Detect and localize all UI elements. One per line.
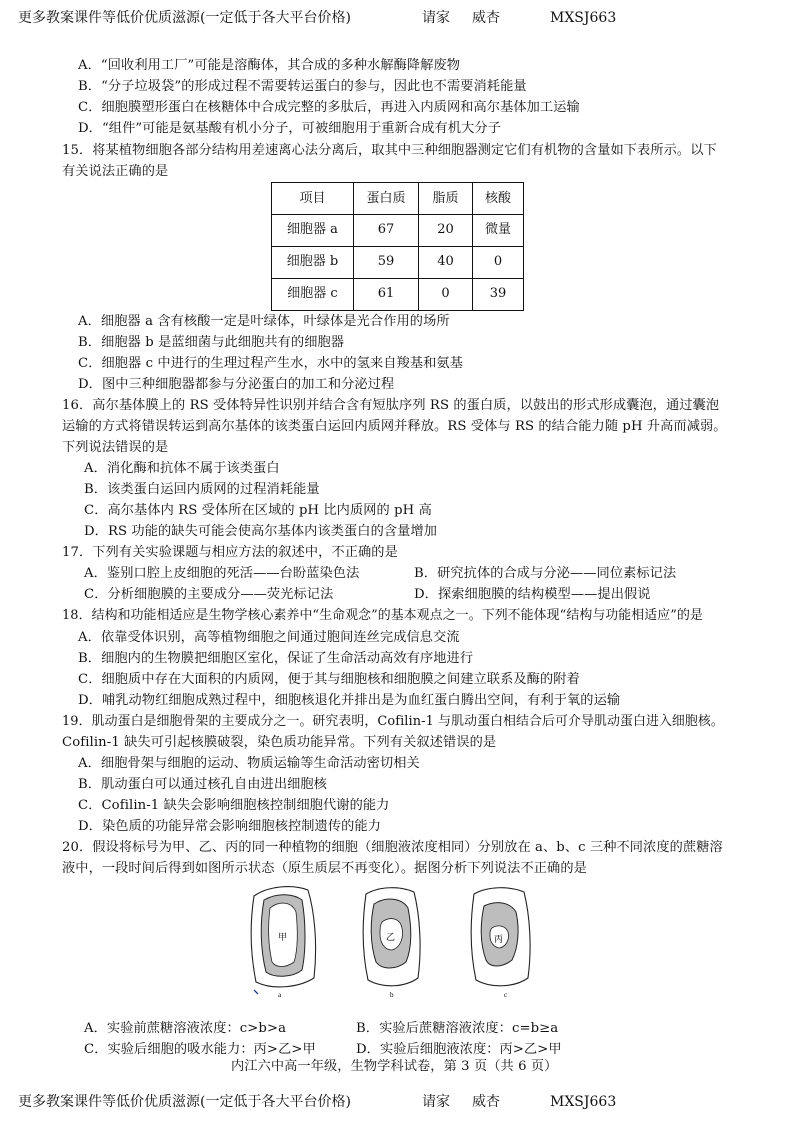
table-cell: 细胞器 c: [287, 286, 338, 301]
q19-option-c: C．Cofilin-1 缺失会影响细胞核控制细胞代谢的能力: [78, 798, 390, 813]
cell-yi: [363, 888, 420, 999]
table-cell: 61: [377, 286, 395, 301]
q16-stem-line1: 16．高尔基体膜上的 RS 受体特异性识别并结合含有短肽序列 RS 的蛋白质，以鼓出的形式形成囊泡，通过囊泡: [62, 398, 720, 413]
table-rule: [271, 214, 523, 215]
q19-option-a: A．细胞骨架与细胞的运动、物质运输等生命活动密切相关: [78, 756, 420, 771]
q14-option-a: A．“回收利用工厂”可能是溶酶体，其合成的多种水解酶降解废物: [78, 58, 461, 73]
q18-option-a: A．依靠受体识别，高等植物细胞之间通过胞间连丝完成信息交流: [78, 630, 460, 645]
table-cell: 细胞器 a: [287, 222, 338, 237]
cell-jia: [251, 887, 315, 999]
q15-stem-line1: 15．将某植物细胞各部分结构用差速离心法分离后，取其中三种细胞器测定它们有机物的含量如下表所示。以下: [62, 143, 717, 158]
q17-option-d: D．探索细胞膜的结构模型——提出假说: [414, 587, 651, 602]
q20-option-a: A．实验前蔗糖溶液浓度：c>b>a: [84, 1021, 287, 1036]
q16-option-c: C．高尔基体内 RS 受体所在区域的 pH 比内质网的 pH 高: [84, 503, 432, 518]
header-invite: 请家: [422, 10, 450, 26]
cell-caption-a: a: [278, 991, 282, 999]
q16-option-b: B．该类蛋白运回内质网的过程消耗能量: [84, 482, 320, 497]
table-rule: [271, 278, 523, 279]
table-header: 脂质: [432, 191, 459, 206]
q16-option-d: D．RS 功能的缺失可能会使高尔基体内该类蛋白的含量增加: [84, 524, 438, 539]
table-cell: 39: [489, 286, 507, 301]
q17-option-b: B．研究抗体的合成与分泌——同位素标记法: [414, 566, 677, 581]
q15-option-d: D．图中三种细胞器都参与分泌蛋白的加工和分泌过程: [78, 377, 395, 392]
q17-option-a: A．鉴别口腔上皮细胞的死活——台盼蓝染色法: [84, 566, 360, 581]
q17-stem: 17．下列有关实验课题与相应方法的叙述中，不正确的是: [62, 545, 398, 560]
table-cell: 0: [493, 254, 503, 269]
footer-promo: 更多教案课件等低价优质滋源(一定低于各大平台价格): [18, 1094, 351, 1110]
footer-code: MXSJ663: [550, 1094, 617, 1110]
q19-option-d: D．染色质的功能异常会影响细胞核控制遗传的能力: [78, 819, 381, 834]
footer-invite: 请家: [422, 1094, 450, 1110]
q19-stem-line1: 19．肌动蛋白是细胞骨架的主要成分之一。研究表明，Cofilin-1 与肌动蛋白相结合后可介导肌动蛋白进入细胞核。: [62, 714, 724, 729]
header-name: 威杏: [472, 10, 500, 26]
q14-option-b: B．“分子垃圾袋”的形成过程不需要转运蛋白的参与，因此也不需要消耗能量: [78, 79, 527, 94]
q19-stem-line2: Cofilin-1 缺失可引起核膜破裂，染色质功能异常。下列有关叙述错误的是: [62, 735, 497, 750]
q17-option-c: C．分析细胞膜的主要成分——荧光标记法: [84, 587, 334, 602]
q16-option-a: A．消化酶和抗体不属于该类蛋白: [84, 461, 280, 476]
q15-option-c: C．细胞器 c 中进行的生理过程产生水，水中的氢来自羧基和氨基: [78, 356, 464, 371]
q14-option-c: C．细胞膜塑形蛋白在核糖体中合成完整的多肽后，再进入内质网和高尔基体加工运输: [78, 100, 580, 115]
q15-option-a: A．细胞器 a 含有核酸一定是叶绿体，叶绿体是光合作用的场所: [78, 314, 450, 329]
table-cell: 59: [377, 254, 395, 269]
cell-label-bing: 丙: [494, 934, 504, 944]
table-cell: 0: [441, 286, 450, 301]
footer-name: 威杏: [472, 1094, 500, 1110]
q15-stem-line2: 有关说法正确的是: [62, 164, 169, 179]
q14-option-d: D．“组件”可能是氨基酸有机小分子，可被细胞用于重新合成有机大分子: [78, 121, 501, 136]
cell-bing: [471, 888, 530, 999]
table-cell: 微量: [484, 222, 511, 237]
q18-option-b: B．细胞内的生物膜把细胞区室化，保证了生命活动高效有序地进行: [78, 651, 474, 666]
table-cell: 40: [437, 254, 454, 269]
table-rule: [271, 246, 523, 247]
table-header: 核酸: [484, 191, 511, 206]
q16-stem-line2: 运输的方式将错误转运到高尔基体的该类蛋白运回内质网并释放。RS 受体与 RS 的结合能力随 pH 升高而减弱。: [62, 419, 727, 434]
q16-stem-line3: 下列说法错误的是: [62, 440, 169, 455]
cell-caption-b: b: [390, 991, 394, 999]
q18-option-c: C．细胞质中存在大面积的内质网，便于其与细胞核和细胞膜之间建立联系及酶的附着: [78, 672, 580, 687]
q20-stem-line2: 液中，一段时间后得到如图所示状态（原生质层不再变化）。据图分析下列说法不正确的是: [62, 861, 587, 876]
cell-label-jia: 甲: [278, 932, 288, 942]
table-cell: 67: [377, 222, 395, 237]
header-code: MXSJ663: [550, 10, 617, 26]
header-promo: 更多教案课件等低价优质滋源(一定低于各大平台价格): [18, 10, 351, 26]
q15-option-b: B．细胞器 b 是蓝细菌与此细胞共有的细胞器: [78, 335, 345, 350]
q20-option-d: D．实验后细胞液浓度：丙>乙>甲: [356, 1042, 562, 1057]
table-header: 蛋白质: [366, 191, 406, 206]
q20-stem-line1: 20．假设将标号为甲、乙、丙的同一种植物的细胞（细胞液浓度相同）分别放在 a、b、c 三种不同浓度的蔗糖溶: [62, 840, 723, 855]
table-header: 项目: [299, 191, 326, 206]
table-cell: 20: [437, 222, 454, 237]
cells-figure: [248, 882, 548, 1002]
table-cell: 细胞器 b: [286, 254, 339, 269]
cell-caption-c: c: [504, 991, 508, 999]
q20-option-c: C．实验后细胞的吸水能力：丙>乙>甲: [84, 1042, 316, 1057]
cell-label-yi: 乙: [386, 932, 396, 942]
q19-option-b: B．肌动蛋白可以通过核孔自由进出细胞核: [78, 777, 327, 792]
q18-option-d: D．哺乳动物红细胞成熟过程中，细胞核退化并排出是为血红蛋白腾出空间，有利于氧的运输: [78, 693, 621, 708]
page-footer: 内江六中高一年级，生物学科试卷，第 3 页（共 6 页）: [231, 1059, 558, 1074]
q18-stem: 18．结构和功能相适应是生物学核心素养中“生命观念”的基本观点之一。下列不能体现“结构与功能相适应”的是: [62, 608, 703, 623]
q20-option-b: B．实验后蔗糖溶液浓度：c=b≥a: [356, 1021, 559, 1036]
